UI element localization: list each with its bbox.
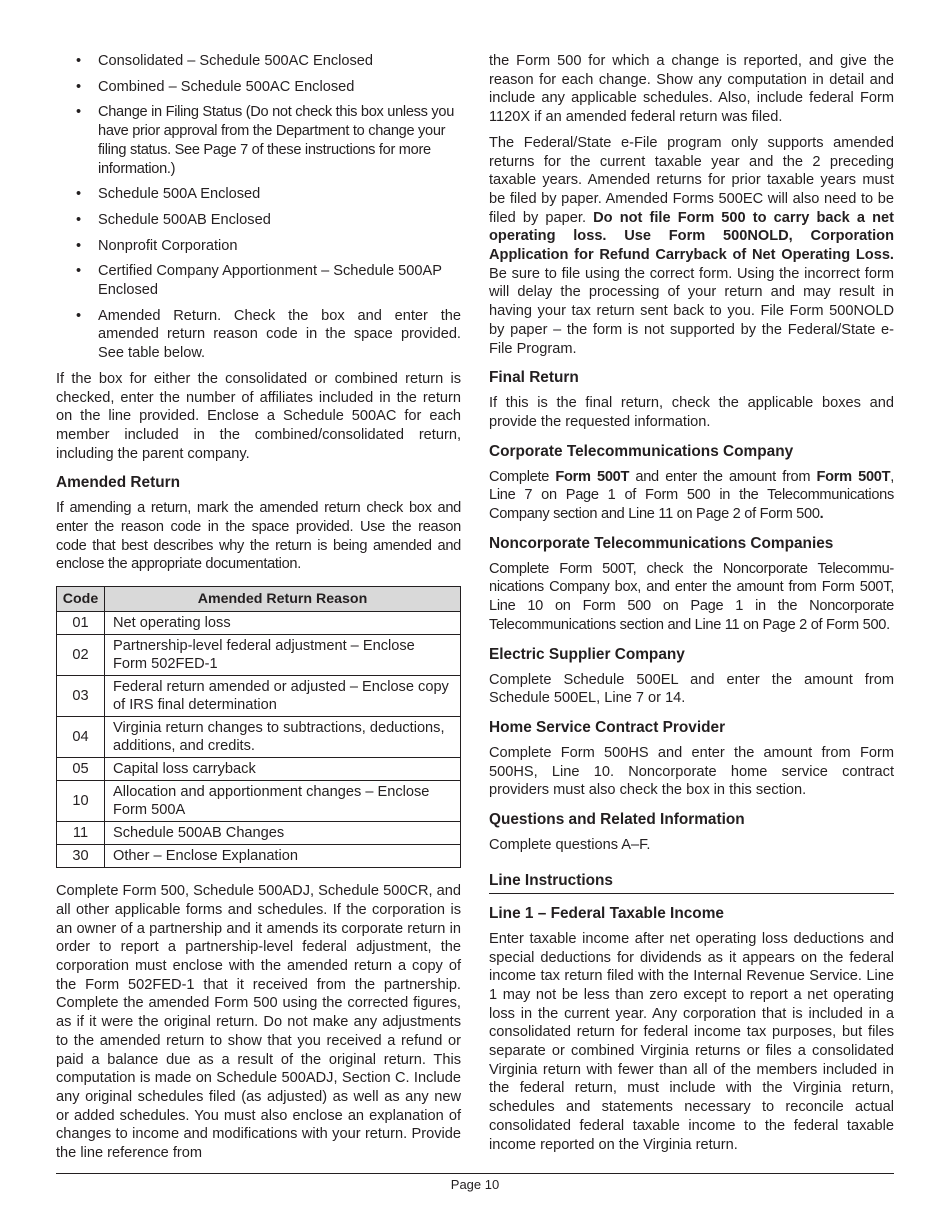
bold-text: Form 500T bbox=[816, 468, 891, 485]
continuation-paragraph: the Form 500 for which a change is reported, and give the reason for each change. Show any computation in detail and include any applicable schedules. Also, include federal Form 1120X if an amended federal return was filed. bbox=[489, 53, 894, 126]
column-header: Amended Return Reason bbox=[105, 587, 461, 612]
bold-text: Do not file Form 500 to carry back a net operating loss. Use Form 500NOLD, Corporation Application for Refund Carryback of Net Operating Loss. bbox=[489, 209, 894, 264]
efile-paragraph bbox=[489, 134, 894, 358]
corp-telecom-paragraph bbox=[489, 468, 894, 524]
list-item: • Certified Company Apportionment – Schedule 500AP Enclosed bbox=[56, 262, 461, 299]
corp-telecom-heading: Corporate Telecommunications Company bbox=[489, 442, 794, 460]
text: and enter the amount from bbox=[629, 468, 817, 485]
page-number: Page 10 bbox=[450, 1177, 500, 1192]
text: , Line 7 on Page 1 of Form 500 in the Telecommunications Company section and Line 11 on Page 2 of Form 500 bbox=[489, 468, 894, 523]
line1-paragraph: Enter taxable income after net operating loss deductions and special deductions for dividends as it appears on the federal income tax return filed with the Internal Revenue Service. Line 1 may not be less than zero except to report a net operating loss in the current year. Any corporation that is included in a consolidated return for federal income tax purposes, but files separate or combined Virginia returns or files a consolidated Virginia return with fewer than all of the members included in the federal return, must include with the Virginia return, schedules and statements necessary to reconcile actual consolidated federal taxable income to the federal taxable income reported on the Virginia return. bbox=[489, 930, 894, 1153]
reason-code: 10 bbox=[57, 781, 105, 822]
reason-text: Schedule 500AB Changes bbox=[105, 822, 461, 845]
reason-text: Capital loss carryback bbox=[105, 758, 461, 781]
table-row bbox=[57, 758, 461, 781]
reason-code: 30 bbox=[57, 845, 105, 868]
complete-form-paragraph: Complete Form 500, Schedule 500ADJ, Schedule 500CR, and all other applicable forms and schedules. If the corporation is an owner of a partnership and it amends its corporate return in order to report a partnership-level federal adjustment, the corporation must enclose with the amended return a copy of the Form 502FED-1 that it received from the partnership. Complete the amended Form 500 using the corrected figures, as if it were the original return. Do not make any adjustments to the amended return to show that you received a refund or paid a balance due as a result of the original return. This computation is made on Schedule 500ADJ, Section C. Include any original schedules filed (as adjusted) as well as any new or added schedules. You must also enclose an explanation of changes to income and modifications with your return. Provide the line reference from bbox=[56, 883, 461, 1162]
table-row bbox=[57, 845, 461, 868]
electric-supplier-heading: Electric Supplier Company bbox=[489, 645, 685, 663]
reason-code: 03 bbox=[57, 676, 105, 717]
noncorp-telecom-heading: Noncorporate Telecommunications Companies bbox=[489, 534, 834, 552]
table-row bbox=[57, 635, 461, 676]
bold-text: . bbox=[819, 506, 824, 523]
home-service-heading: Home Service Contract Provider bbox=[489, 718, 726, 736]
electric-supplier-paragraph: Complete Schedule 500EL and enter the amount from Schedule 500EL, Line 7 or 14. bbox=[489, 671, 894, 707]
reason-text: Allocation and apportionment changes – Enclose Form 500A bbox=[105, 781, 461, 822]
reason-text: Federal return amended or adjusted – Enclose copy of IRS final determination bbox=[105, 676, 461, 717]
home-service-paragraph: Complete Form 500HS and enter the amount from Form 500HS, Line 10. Noncorporate home service contract providers must also check the box in this section. bbox=[489, 744, 894, 799]
table-row bbox=[57, 676, 461, 717]
line-instructions-heading: Line Instructions bbox=[489, 871, 894, 894]
affiliates-paragraph: If the box for either the consolidated or combined return is checked, enter the number of affiliates included in the return on the line provided. Enclose a Schedule 500AC for each member included in the combined/consolidated return, including the parent company. bbox=[56, 370, 461, 462]
reason-text: Virginia return changes to subtractions, deductions, additions, and credits. bbox=[105, 717, 461, 758]
bold-text: Form 500T bbox=[555, 468, 630, 485]
checkbox-options-list bbox=[56, 52, 461, 363]
reason-text: Net operating loss bbox=[105, 612, 461, 635]
reason-code: 11 bbox=[57, 822, 105, 845]
list-item: • Change in Filing Status (Do not check this box unless you have prior approval from the Department to change your filing status. See Page 7 of these instructions for more information.) bbox=[56, 103, 461, 178]
reason-text: Other – Enclose Explanation bbox=[105, 845, 461, 868]
table-row bbox=[57, 781, 461, 822]
final-return-paragraph: If this is the final return, check the applicable boxes and provide the requested information. bbox=[489, 395, 894, 430]
amended-return-paragraph: If amending a return, mark the amended return check box and enter the reason code in the space provided. Use the reason code that best describes why the return is being amended and enclose the appropriate documentation. bbox=[56, 500, 461, 573]
amended-return-heading: Amended Return bbox=[56, 474, 180, 492]
list-item: • Consolidated – Schedule 500AC Enclosed bbox=[56, 52, 461, 71]
text: The Federal/State e-File program only supports amended returns for the current taxable year and the 2 preceding taxable years. Amended returns for prior taxable years must be filed by paper. Amended Forms 500EC will also need to be filed by paper. bbox=[489, 134, 894, 226]
list-item: • Schedule 500AB Enclosed bbox=[56, 211, 461, 230]
line1-heading: Line 1 – Federal Taxable Income bbox=[489, 904, 724, 922]
amended-reason-table bbox=[56, 586, 461, 868]
reason-code: 04 bbox=[57, 717, 105, 758]
noncorp-telecom-paragraph: Complete Form 500T, check the Noncorporate Telecommu-nications Company box, and enter the amount from Form 500T, Line 10 on Form 500 on Page 1 in the Noncorporate Telecommunications section and Line 11 on Page 2 of Form 500. bbox=[489, 560, 894, 633]
table-row bbox=[57, 612, 461, 635]
questions-heading: Questions and Related Information bbox=[489, 811, 745, 829]
text: Complete bbox=[489, 468, 556, 485]
reason-text: Partnership-level federal adjustment – Enclose Form 502FED-1 bbox=[105, 635, 461, 676]
final-return-heading: Final Return bbox=[489, 369, 579, 387]
list-item: • Schedule 500A Enclosed bbox=[56, 185, 461, 204]
column-header: Code bbox=[57, 587, 105, 612]
reason-code: 02 bbox=[57, 635, 105, 676]
text: Be sure to file using the correct form. Using the incorrect form will delay the processing of your return and may result in having your tax return sent back to you. File Form 500NOLD by paper – the form is not supported by the Federal/State e-File Program. bbox=[489, 265, 894, 357]
right-column bbox=[489, 52, 894, 1161]
list-item: • Amended Return. Check the box and enter the amended return reason code in the space provided. See table below. bbox=[56, 307, 461, 363]
left-column bbox=[56, 52, 461, 1170]
questions-paragraph: Complete questions A–F. bbox=[489, 837, 651, 854]
list-item: • Nonprofit Corporation bbox=[56, 237, 461, 256]
footer-divider bbox=[56, 1173, 894, 1174]
list-item: • Combined – Schedule 500AC Enclosed bbox=[56, 78, 461, 97]
reason-code: 05 bbox=[57, 758, 105, 781]
table-row bbox=[57, 717, 461, 758]
table-row bbox=[57, 822, 461, 845]
reason-code: 01 bbox=[57, 612, 105, 635]
